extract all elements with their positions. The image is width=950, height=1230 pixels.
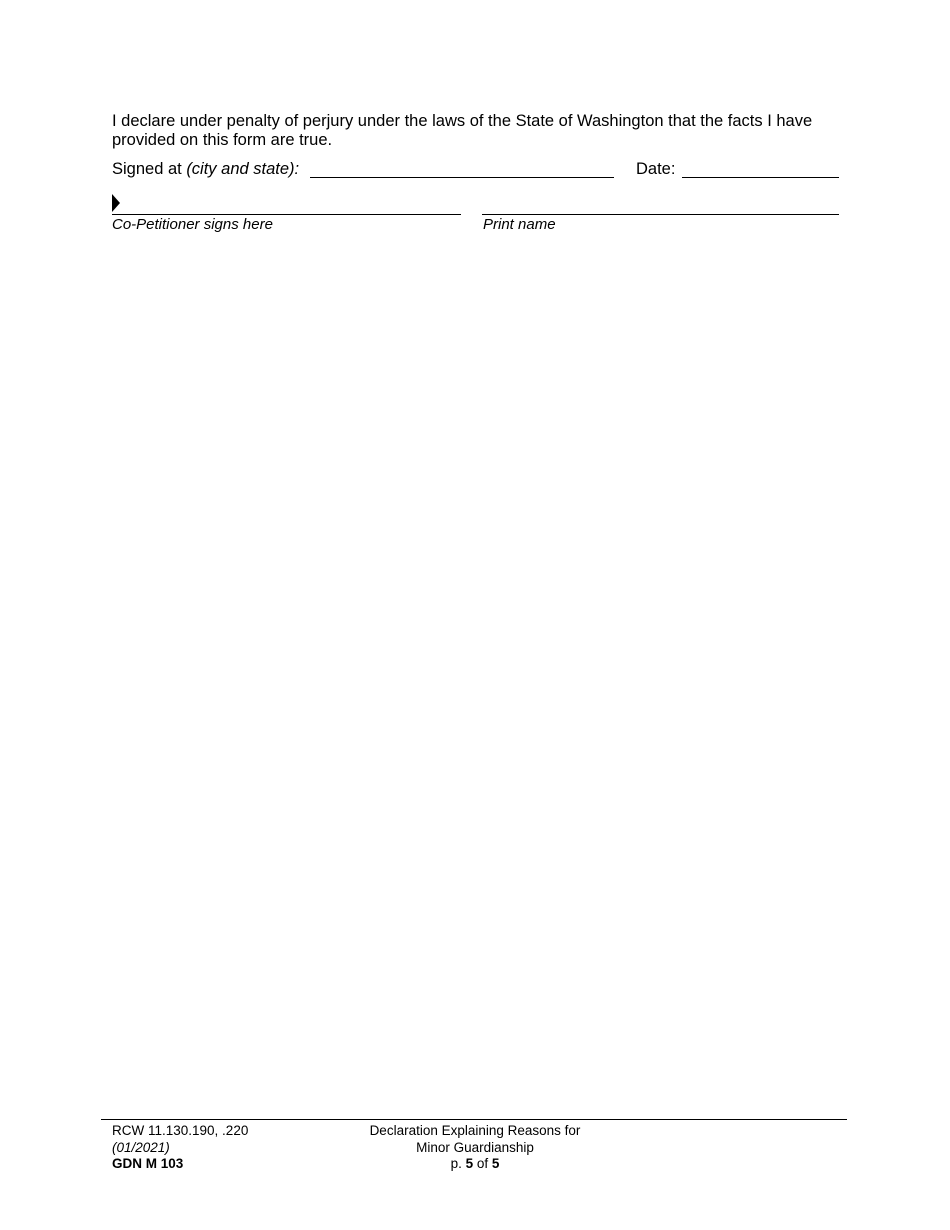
page-total: 5: [491, 1156, 500, 1171]
date-field[interactable]: [682, 177, 839, 178]
print-name-caption: Print name: [483, 216, 556, 233]
sign-here-arrow-icon: [112, 194, 120, 212]
footer-form-title: [325, 1123, 625, 1173]
print-name-field[interactable]: [482, 214, 839, 215]
footer-form-info: [112, 1123, 248, 1173]
footer-rcw: RCW 11.130.190, .220: [112, 1123, 249, 1138]
page-of: of: [473, 1156, 492, 1171]
co-petitioner-sign-caption: Co-Petitioner signs here: [112, 216, 273, 233]
city-state-field[interactable]: [310, 177, 614, 178]
footer-title-line1: Declaration Explaining Reasons for: [369, 1123, 581, 1138]
signature-row: [112, 192, 842, 242]
signed-at-prefix: Signed at: [112, 160, 187, 178]
signed-at-label: [112, 160, 299, 179]
page-prefix: p.: [450, 1156, 466, 1171]
footer-form-code: GDN M 103: [112, 1156, 184, 1171]
footer-revision: (01/2021): [112, 1139, 170, 1155]
city-state-hint: (city and state):: [186, 160, 300, 178]
footer-page-number: [325, 1156, 625, 1173]
perjury-declaration: I declare under penalty of perjury under the laws of the State of Washington that the facts I have provided on this form are true.: [112, 112, 813, 149]
signed-at-row: [112, 160, 840, 182]
co-petitioner-signature-field[interactable]: [112, 214, 461, 215]
date-label: Date:: [636, 160, 676, 178]
page-current: 5: [465, 1156, 474, 1171]
footer-title-line2: Minor Guardianship: [416, 1139, 534, 1155]
footer-divider: [101, 1119, 847, 1120]
